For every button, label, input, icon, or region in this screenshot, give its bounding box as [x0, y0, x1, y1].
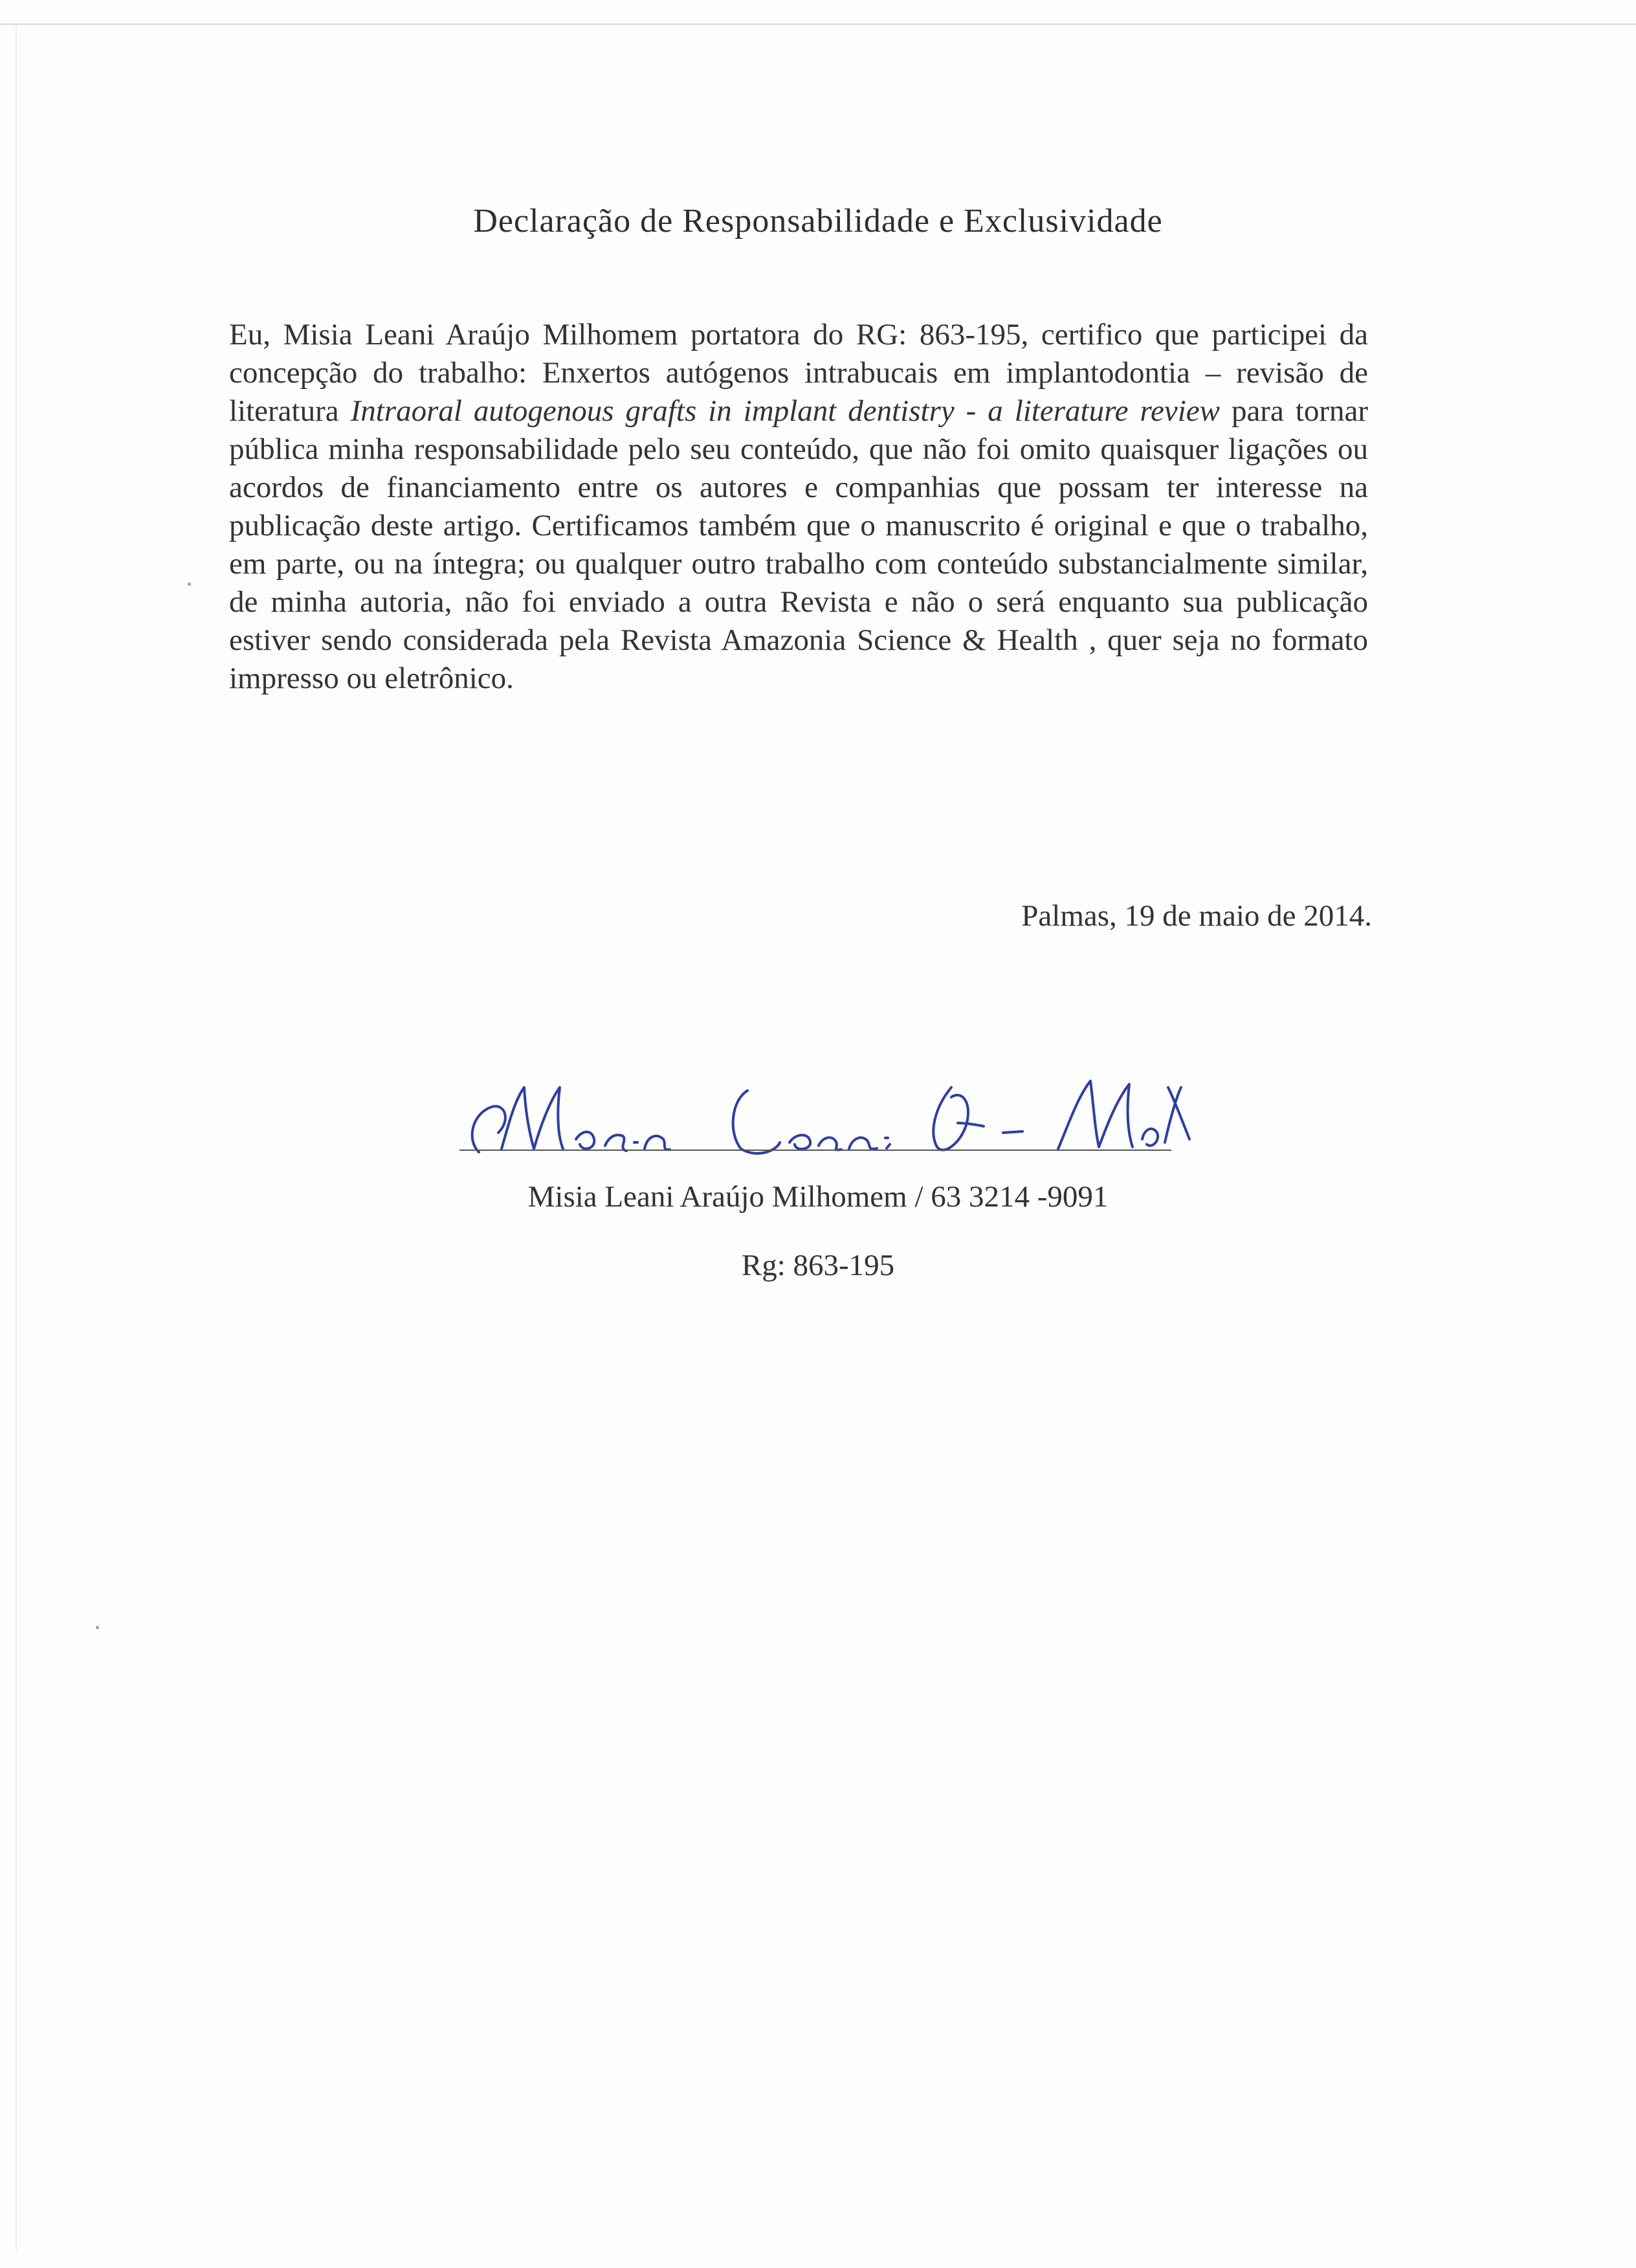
declaration-text-part1: Eu, Misia Leani Araújo Milhomem portatora do RG: 863-195, certifico que participei da concepção do trabalho: Enxertos autógenos intrabucais em implantodontia – revisão de literatura	[229, 318, 1368, 428]
declaration-text-part2: para tornar pública minha responsabilidade pelo seu conteúdo, que não foi omito quaisquer ligações ou acordos de financiamento entre os autores e companhias que possam ter interesse na publicação deste artigo. Certificamos também que o manuscrito é original e que o trabalho, em parte, ou na íntegra; ou qualquer outro trabalho com conteúdo substancialmente similar, de minha autoria, não foi enviado a outra Revista e não o será enquanto sua publicação estiver sendo considerada pela Revista Amazonia Science & Health , quer seja no formato impresso ou eletrônico.	[229, 394, 1368, 695]
document-title: Declaração de Responsabilidade e Exclusividade	[473, 203, 1163, 239]
declaration-paragraph	[229, 316, 1368, 698]
scan-left-edge	[16, 26, 17, 2252]
signature-line	[459, 1150, 1171, 1151]
scan-speck	[188, 583, 191, 586]
article-english-title: Intraoral autogenous grafts in implant dentistry - a literature review	[350, 394, 1220, 428]
signer-name-phone: Misia Leani Araújo Milhomem / 63 3214 -9091	[527, 1180, 1109, 1214]
signer-rg: Rg: 863-195	[741, 1249, 895, 1282]
scan-speck	[96, 1626, 99, 1629]
scan-top-edge	[0, 23, 1636, 25]
date-line: Palmas, 19 de maio de 2014.	[1021, 899, 1372, 933]
